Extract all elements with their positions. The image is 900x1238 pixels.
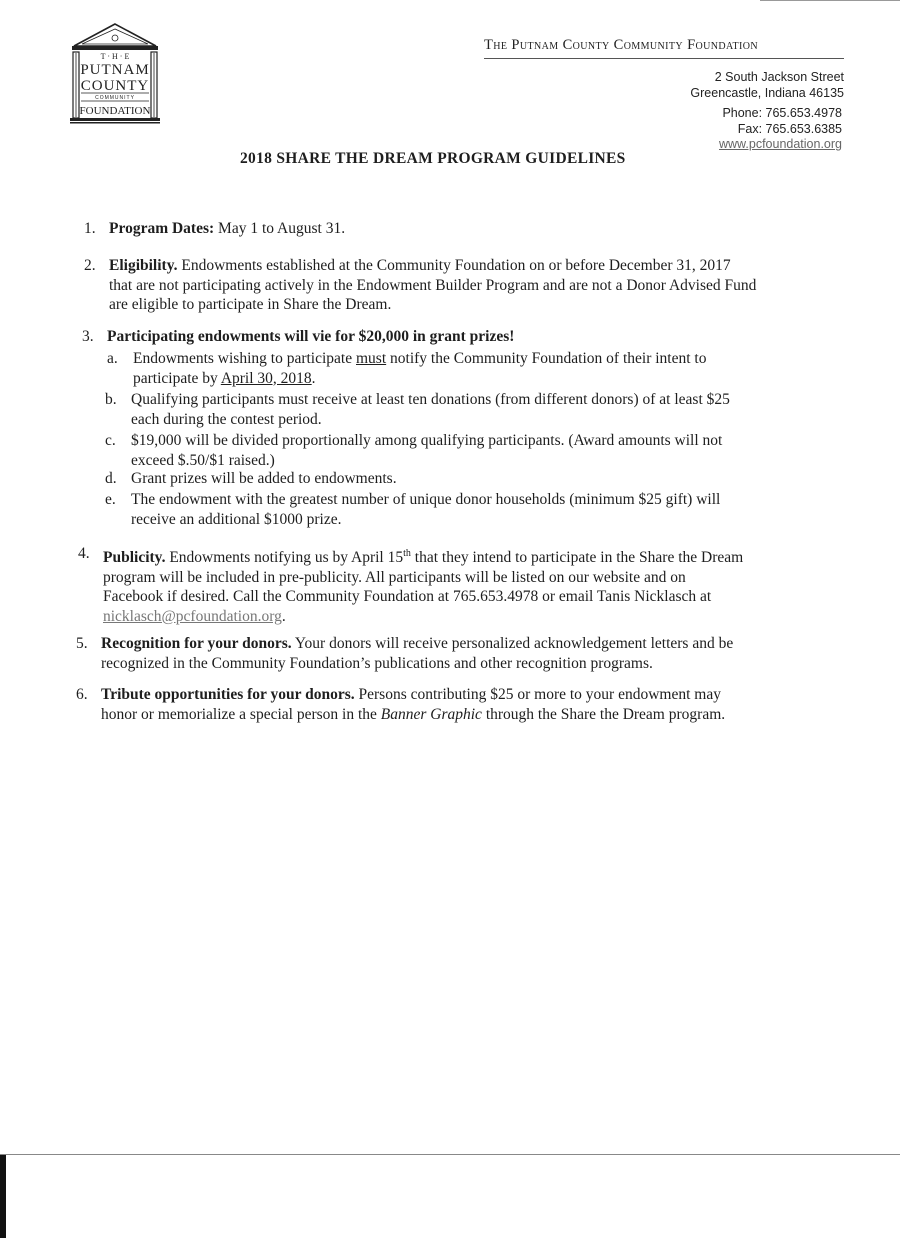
- address-city: Greencastle, Indiana 46135: [690, 86, 844, 100]
- guideline-item-1: [84, 219, 844, 239]
- item-text: Eligibility. Endowments established at the Community Foundation on or before December 31, 2017 that are not participating actively in the Endowment Builder Program and are not a Donor Advised Fund are eligible to participate in Share the Dream.: [109, 257, 757, 313]
- scan-edge-line: [760, 0, 900, 1]
- guideline-item-3: [82, 327, 862, 347]
- item-number: 4.: [78, 545, 90, 562]
- sub-item-e: e. The endowment with the greatest number of unique donor households (minimum $25 gift) will receive an additional $1000 prize.: [105, 491, 721, 528]
- svg-text:COUNTY: COUNTY: [80, 78, 150, 94]
- item-number: 3.: [82, 328, 94, 345]
- guideline-item-5: [76, 634, 866, 674]
- item-label: Participating endowments will vie for $20,000 in grant prizes!: [107, 328, 515, 345]
- item-label: Recognition for your donors.: [101, 635, 292, 652]
- item-text: Recognition for your donors. Your donors will receive personalized acknowledgement letters and be recognized in the Community Foundation’s publications and other recognition programs.: [101, 635, 734, 672]
- item-number: 5.: [76, 635, 88, 652]
- guideline-item-4: [78, 544, 868, 624]
- scan-edge-line: [0, 1154, 900, 1155]
- sub-item-a: a. Endowments wishing to participate must notify the Community Foundation of their intent to participate by April 30, 2018.: [107, 350, 707, 387]
- svg-text:COMMUNITY: COMMUNITY: [95, 95, 135, 101]
- temple-logo-icon: [70, 22, 160, 124]
- svg-text:PUTNAM: PUTNAM: [80, 62, 150, 78]
- item-text: Program Dates: May 1 to August 31.: [109, 220, 346, 237]
- address-street: 2 South Jackson Street: [714, 70, 844, 84]
- item-number: 6.: [76, 686, 88, 703]
- contact-block: [719, 106, 842, 153]
- sub-item-d: d. Grant prizes will be added to endowments.: [105, 470, 397, 487]
- address-block: [690, 69, 844, 101]
- header-rule: [484, 58, 844, 59]
- organization-name: The Putnam County Community Foundation: [484, 37, 759, 53]
- phone-number: Phone: 765.653.4978: [722, 106, 842, 120]
- document-title: 2018 SHARE THE DREAM PROGRAM GUIDELINES: [240, 150, 626, 167]
- item-text: Tribute opportunities for your donors. Persons contributing $25 or more to your endowment may honor or memorialize a special person in the Banner Graphic through the Share the Dream program.: [101, 686, 726, 723]
- item-label: Eligibility.: [109, 257, 178, 274]
- guideline-item-2: [84, 256, 864, 316]
- sub-item-c: c. $19,000 will be divided proportionally among qualifying participants. (Award amounts will not exceed $.50/$1 raised.): [105, 432, 723, 469]
- svg-text:FOUNDATION: FOUNDATION: [79, 105, 151, 117]
- svg-text:T · H · E: T · H · E: [100, 52, 130, 61]
- scan-edge-bar: [0, 1155, 6, 1238]
- item-label: Tribute opportunities for your donors.: [101, 686, 355, 703]
- item-number: 2.: [84, 257, 96, 274]
- sub-item-b: b. Qualifying participants must receive at least ten donations (from different donors) of at least $25 each during the contest period.: [105, 391, 730, 428]
- guideline-item-6: [76, 685, 866, 725]
- email-link[interactable]: nicklasch@pcfoundation.org: [103, 607, 282, 625]
- foundation-logo: [70, 22, 160, 124]
- item-number: 1.: [84, 220, 96, 237]
- item-text: Publicity. Endowments notifying us by April 15th that they intend to participate in the Share the Dream program will be included in pre-publicity. All participants will be listed on our website and on Facebook if desired. Call the Community Foundation at 765.653.4978 or email Tanis Nicklasch at nicklasch@pcfoundation.org.: [103, 548, 744, 625]
- fax-number: Fax: 765.653.6385: [737, 121, 842, 136]
- item-label: Program Dates:: [109, 220, 215, 237]
- item-label: Publicity.: [103, 549, 166, 567]
- website-link[interactable]: www.pcfoundation.org: [719, 137, 842, 151]
